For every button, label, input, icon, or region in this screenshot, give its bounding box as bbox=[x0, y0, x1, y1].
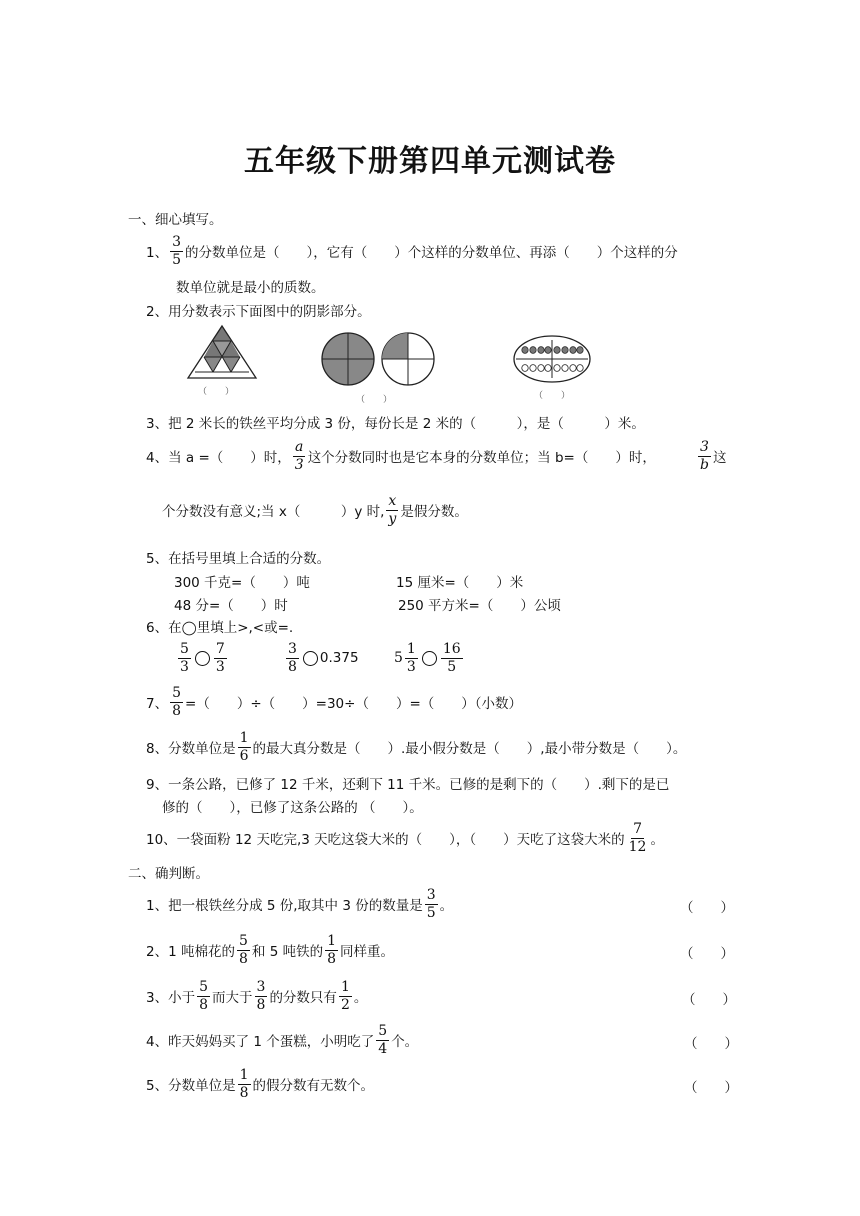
answer-paren-2: （ ） bbox=[356, 395, 393, 405]
compare-circle[interactable] bbox=[303, 651, 318, 666]
judge-5: 5、分数单位是 $\frac{1}{8}$ 的假分数有无数个。 bbox=[146, 1066, 375, 1101]
q5-item-b: 15 厘米=（ ）米 bbox=[396, 575, 524, 591]
question-5: 5、在括号里填上合适的分数。 bbox=[146, 551, 331, 567]
answer-paren-1: （ ） bbox=[198, 387, 235, 397]
fraction: $\frac{x}{y}$ bbox=[388, 492, 397, 527]
fraction: $\frac{3}{5}$ bbox=[172, 233, 182, 268]
judge-1: 1、把一根铁丝分成 5 份,取其中 3 份的数量是 $\frac{3}{5}$ 。 bbox=[146, 886, 454, 921]
question-3: 3、把 2 米长的铁丝平均分成 3 份，每份长是 2 米的（ ），是（ ）米。 bbox=[146, 416, 645, 432]
fraction: $\frac{a}{3}$ bbox=[294, 438, 304, 473]
fraction: $\frac{1}{2}$ bbox=[340, 978, 350, 1013]
judge-3: 3、小于 $\frac{5}{8}$ 而大于 $\frac{3}{8}$ 的分数只有 $\frac{1}{2}$ 。 bbox=[146, 978, 368, 1013]
compare-circle[interactable] bbox=[195, 651, 210, 666]
fraction: $\frac{1}{8}$ bbox=[239, 1066, 249, 1101]
fraction: $\frac{3}{5}$ bbox=[426, 886, 436, 921]
fraction: $\frac{1}{8}$ bbox=[327, 932, 336, 967]
circles-figure bbox=[320, 330, 438, 388]
section1-heading: 一、细心填写。 bbox=[128, 212, 223, 228]
question-9-cont: 修的（ ），已修了这条公路的 （ ）。 bbox=[162, 800, 423, 816]
fraction: $\frac{3}{b}$ bbox=[700, 438, 709, 473]
q6-item-1 bbox=[176, 638, 229, 678]
fraction: $\frac{7}{3}$ bbox=[215, 640, 225, 675]
judge-4: 4、昨天妈妈买了 1 个蛋糕，小明吃了 $\frac{5}{4}$ 个。 bbox=[146, 1022, 419, 1057]
judge-3-answer[interactable]: （ ） bbox=[682, 992, 736, 1008]
judge-4-answer[interactable]: （ ） bbox=[684, 1036, 738, 1052]
q5-item-a: 300 千克=（ ）吨 bbox=[174, 575, 310, 591]
question-1: 1、 $\frac{3}{5}$ 的分数单位是（ ），它有（ ）个这样的分数单位、再添（ ）个这样的分 bbox=[146, 233, 678, 268]
question-4: 4、当 a =（ ）时， $\frac{a}{3}$ 这个分数同时也是它本身的分数单位；当 b=（ ）时， bbox=[146, 438, 656, 473]
question-9: 9、一条公路，已修了 12 千米，还剩下 11 千米。已修的是剩下的（ ）.剩下的是已 bbox=[146, 777, 670, 793]
question-4-line2: 个分数没有意义;当 x（ ）y 时, $\frac{x}{y}$ 是假分数。 bbox=[162, 492, 468, 527]
fraction: $\frac{5}{8}$ bbox=[199, 978, 209, 1013]
fraction: $\frac{5}{3}$ bbox=[180, 640, 189, 675]
q6-item-3 bbox=[394, 638, 465, 678]
question-10: 10、一袋面粉 12 天吃完,3 天吃这袋大米的（ ），（ ）天吃了这袋大米的 $\frac{7}{12}$ 。 bbox=[146, 820, 664, 855]
answer-paren-3: （ ） bbox=[534, 391, 571, 401]
fraction: $\frac{7}{12}$ bbox=[628, 820, 647, 855]
question-1-cont: 数单位就是最小的质数。 bbox=[176, 280, 325, 296]
judge-5-answer[interactable]: （ ） bbox=[684, 1080, 738, 1096]
compare-circle[interactable] bbox=[422, 651, 437, 666]
fraction: $\frac{3}{8}$ bbox=[256, 978, 266, 1013]
fraction: $\frac{1}{6}$ bbox=[239, 729, 249, 764]
question-6: 6、在◯里填上>,<或=. bbox=[146, 620, 294, 636]
triangle-figure bbox=[186, 324, 258, 380]
question-7: 7、 $\frac{5}{8}$ =（ ）÷（ ）=30÷（ ）=（ ）（小数） bbox=[146, 684, 523, 719]
fraction: $\frac{5}{4}$ bbox=[378, 1022, 388, 1057]
question-8: 8、分数单位是 $\frac{1}{6}$ 的最大真分数是（ ）.最小假分数是（ ）,最小带分数是（ ）。 bbox=[146, 729, 687, 764]
page-title: 五年级下册第四单元测试卷 bbox=[244, 144, 616, 179]
q5-item-c: 48 分=（ ）时 bbox=[174, 598, 288, 614]
question-4-end: $\frac{3}{b}$ 这 bbox=[700, 438, 727, 473]
mixed-number: 5 $\frac{1}{3}$ bbox=[394, 640, 416, 675]
fraction: $\frac{5}{8}$ bbox=[172, 684, 182, 719]
fraction: $\frac{16}{5}$ bbox=[442, 640, 461, 675]
q6-item-2: $\frac{3}{8}$ 0.375 bbox=[288, 640, 359, 675]
judge-1-answer[interactable]: （ ） bbox=[680, 900, 734, 916]
oval-dots-figure bbox=[512, 334, 592, 384]
question-2: 2、用分数表示下面图中的阴影部分。 bbox=[146, 304, 371, 320]
fraction: $\frac{3}{8}$ bbox=[288, 640, 297, 675]
section2-heading: 二、确判断。 bbox=[128, 866, 209, 882]
judge-2: 2、1 吨棉花的 $\frac{5}{8}$ 和 5 吨铁的 $\frac{1}{8}$ 同样重。 bbox=[146, 932, 394, 967]
fraction: $\frac{5}{8}$ bbox=[238, 932, 248, 967]
judge-2-answer[interactable]: （ ） bbox=[680, 946, 734, 962]
q5-item-d: 250 平方米=（ ）公顷 bbox=[398, 598, 561, 614]
